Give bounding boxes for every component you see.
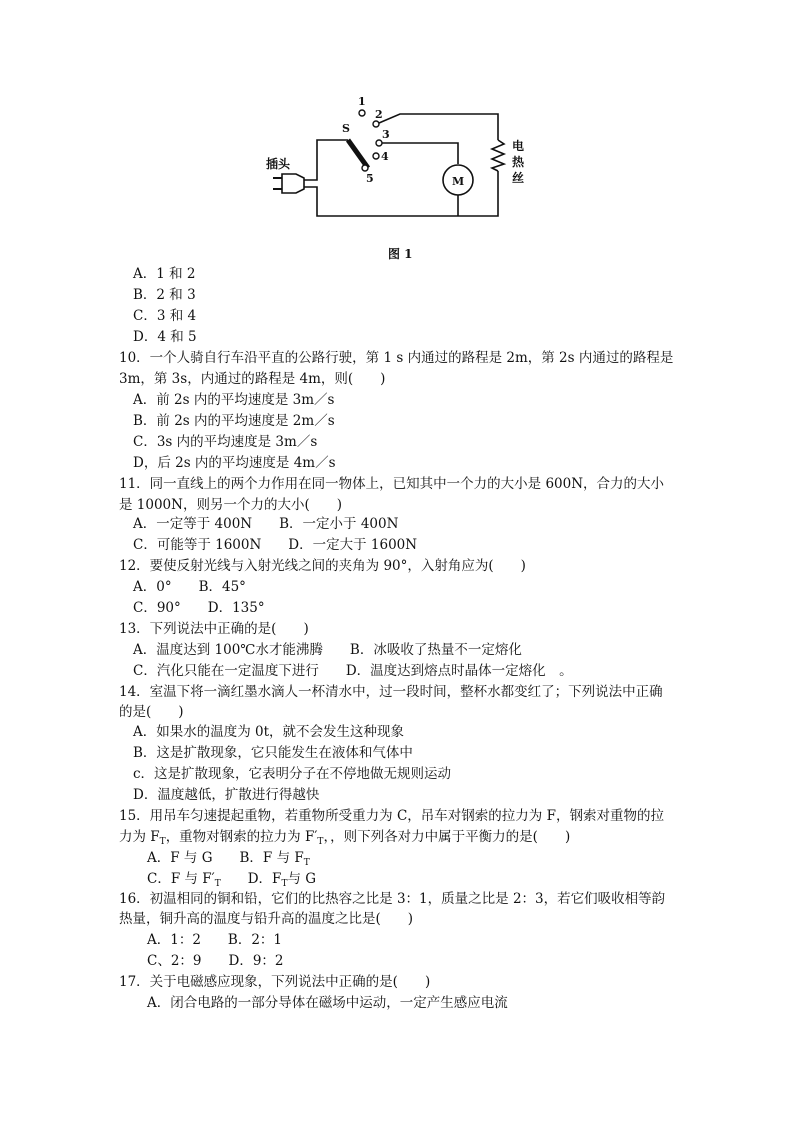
q10-option-d: D，后 2s 内的平均速度是 4m／s	[133, 455, 336, 471]
switch-label: S	[342, 122, 350, 135]
contact-1	[359, 110, 365, 116]
heater-label-2: 热	[512, 155, 525, 169]
heater-coil	[492, 140, 504, 171]
q14-stem-2: 的是( )	[119, 704, 184, 720]
q11-stem-1: 11．同一直线上的两个力作用在同一物体上，已知其中一个力的大小是 600N，合力的大小	[119, 476, 665, 492]
plug-icon	[282, 174, 304, 193]
wire-contact2	[379, 114, 498, 140]
contact-label-4: 4	[381, 150, 389, 163]
q11-options-row-2: C．可能等于 1600N D．一定大于 1600N	[133, 537, 418, 553]
contact-4	[373, 153, 379, 159]
q13-stem: 13．下列说法中正确的是( )	[119, 621, 309, 637]
wire-contact3	[382, 143, 458, 164]
q9-option-c: C．3 和 4	[133, 308, 197, 324]
q15-stem-1: 15．用吊车匀速提起重物，若重物所受重力为 C，吊车对钢索的拉力为 F，钢索对重物的拉	[119, 808, 664, 824]
contact-5	[362, 165, 368, 171]
q17-stem: 17．关于电磁感应现象，下列说法中正确的是( )	[119, 974, 431, 990]
q14-option-b: B．这是扩散现象，它只能发生在液体和气体中	[133, 745, 413, 761]
q9-option-a: A．1 和 2	[133, 266, 196, 282]
q12-stem: 12．要使反射光线与入射光线之间的夹角为 90°，入射角应为( )	[119, 558, 526, 574]
q15-option-a: A．F 与 G	[147, 850, 213, 866]
contact-label-1: 1	[358, 95, 366, 108]
q16-stem-2: 热量，铜升高的温度与铅升高的温度之比是( )	[119, 911, 414, 927]
q17-option-a: A．闭合电路的一部分导体在磁场中运动，一定产生感应电流	[147, 995, 508, 1011]
q10-stem-1: 10．一个人骑自行车沿平直的公路行驶，第 1 s 内通过的路程是 2m，第 2s 内通过的路程是	[119, 350, 674, 366]
plug-label: 插头	[266, 157, 291, 171]
q14-option-d: D．温度越低，扩散进行得越快	[133, 787, 320, 803]
heater-label-3: 丝	[512, 171, 525, 185]
q10-option-a: A．前 2s 内的平均速度是 3m／s	[133, 392, 335, 408]
q11-stem-2: 是 1000N，则另一个力的大小( )	[119, 497, 342, 513]
contact-label-5: 5	[366, 172, 374, 185]
figure-caption: 图 1	[388, 247, 413, 261]
circuit-figure	[262, 92, 542, 267]
q10-option-b: B．前 2s 内的平均速度是 2m／s	[133, 413, 335, 429]
heater-label-1: 电	[512, 139, 525, 153]
q16-options-row-1: A．1：2 B．2：1	[147, 932, 283, 948]
motor-label: M	[452, 175, 465, 188]
q12-options-row-1: A．0° B．45°	[133, 579, 246, 595]
q10-stem-2: 3m，第 3s，内通过的路程是 4m，则( )	[119, 371, 386, 387]
q15-option-c: C．F 与 $F'_T$	[147, 871, 221, 889]
wire-bottom-left	[304, 171, 498, 216]
q11-options-row-1: A．一定等于 400N B．一定小于 400N	[133, 516, 399, 532]
q9-option-b: B．2 和 3	[133, 287, 196, 303]
contact-2	[373, 121, 379, 127]
q16-stem-1: 16．初温相同的铜和铅，它们的比热容之比是 3：1，质量之比是 2：3，若它们吸收相等韵	[119, 891, 666, 907]
q15-stem-2: 力为 $F_T$，重物对钢索的拉力为 $F'_T$，，则下列各对力中属于平衡力的是( )	[119, 829, 571, 847]
q14-option-a: A．如果水的温度为 0t，就不会发生这种现象	[133, 724, 405, 740]
q9-option-d: D．4 和 5	[133, 329, 197, 345]
contact-label-2: 2	[375, 108, 383, 121]
q13-options-row-2: C．汽化只能在一定温度下进行 D．温度达到熔点时晶体一定熔化 。	[133, 663, 573, 679]
q14-option-c: c．这是扩散现象，它表明分子在不停地做无规则运动	[133, 766, 452, 782]
contact-label-3: 3	[382, 128, 390, 141]
switch-arm	[348, 140, 368, 168]
q12-options-row-2: C．90° D．135°	[133, 600, 265, 616]
wire-left	[304, 140, 348, 180]
q14-stem-1: 14．室温下将一滴红墨水滴人一杯清水中，过一段时间，整杯水都变红了；下列说法中正确	[119, 684, 663, 700]
q13-options-row-1: A．温度达到 100℃水才能沸腾 B．冰吸收了热量不一定熔化	[133, 642, 522, 658]
q10-option-c: C．3s 内的平均速度是 3m／s	[133, 434, 318, 450]
q16-options-row-2: C、2：9 D．9：2	[147, 953, 284, 969]
q15-option-b: B．F 与 $F_T$	[239, 850, 310, 868]
q15-option-d: D．$F_T$与 G	[247, 871, 317, 889]
